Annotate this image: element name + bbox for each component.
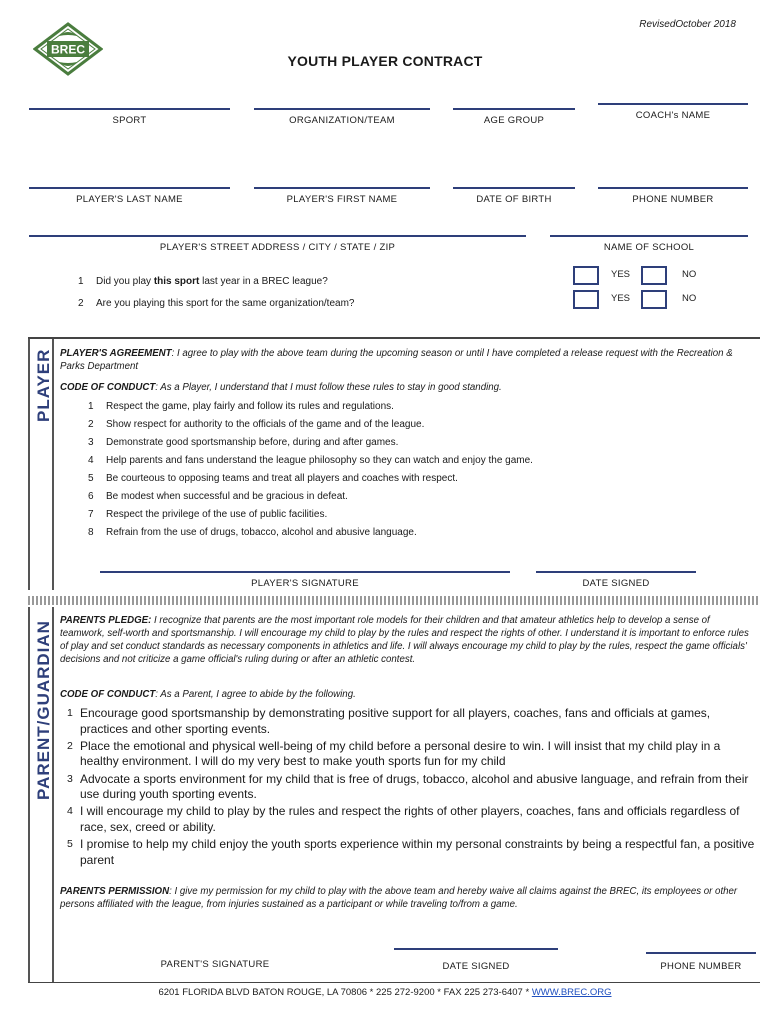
player-agreement: PLAYER'S AGREEMENT: I agree to play with the above team during the upcoming season or until I have completed a release request with the Recreation & Parks Department [60, 348, 733, 372]
section-divider [28, 337, 760, 339]
parents-permission: PARENTS PERMISSION: I give my permission for my child to play with the above team and hereby waive all claims against the BREC, its employees or other persons affiliated with the league, from injuries sustained as a participant or while traveling to/from a game. [60, 886, 738, 910]
player-side-label: PLAYER [34, 348, 53, 422]
q1-no-checkbox[interactable] [641, 266, 667, 285]
sport-field[interactable]: SPORT [29, 108, 230, 126]
coach-name-field[interactable]: COACH's NAME [598, 103, 748, 121]
age-group-field[interactable]: AGE GROUP [453, 108, 575, 126]
list-item: 4 I will encourage my child to play by the rules and respect the rights of other players, coaches, fans and officials regardless of race, sex, creed or ability. [67, 804, 740, 834]
organization-field[interactable]: ORGANIZATION/TEAM [254, 108, 430, 126]
parent-phone-number-field[interactable]: PHONE NUMBER [646, 952, 756, 972]
school-name-field[interactable]: NAME OF SCHOOL [550, 235, 748, 253]
q2-no-label: NO [682, 293, 697, 304]
list-item: 5 I promise to help my child enjoy the youth sports experience within my personal constraints by being a respectful fan, a positive parent [67, 837, 755, 867]
logo-text: BREC [50, 42, 86, 57]
player-signature-field[interactable]: PLAYER'S SIGNATURE [100, 571, 510, 589]
parent-side-label: PARENT/GUARDIAN [34, 620, 53, 800]
revision-date: RevisedOctober 2018 [639, 19, 736, 30]
list-item: 8 Refrain from the use of drugs, tobacco, alcohol and abusive language. [88, 527, 417, 538]
parent-rules-list [67, 706, 757, 870]
last-name-field[interactable]: PLAYER'S LAST NAME [29, 187, 230, 205]
parent-code-of-conduct: CODE OF CONDUCT: As a Parent, I agree to abide by the following. [60, 689, 356, 700]
address-field[interactable]: PLAYER'S STREET ADDRESS / CITY / STATE / ZIP [29, 235, 526, 253]
list-item: 2 Show respect for authority to the officials of the game and of the league. [88, 419, 425, 430]
website-link[interactable]: WWW.BREC.ORG [531, 987, 612, 998]
player-code-of-conduct: CODE OF CONDUCT: As a Player, I understand that I must follow these rules to stay in good standing. [60, 382, 502, 393]
player-rules-list [88, 401, 533, 545]
list-item: 6 Be modest when successful and be gracious in defeat. [88, 491, 348, 502]
phone-number-field[interactable]: PHONE NUMBER [598, 187, 748, 205]
list-item: 5 Be courteous to opposing teams and treat all players and coaches with respect. [88, 473, 458, 484]
list-item: 1 Respect the game, play fairly and follow its rules and regulations. [88, 401, 394, 412]
footer [0, 987, 770, 998]
q2-no-checkbox[interactable] [641, 290, 667, 309]
parent-signature-field[interactable]: PARENT'S SIGNATURE [160, 959, 270, 970]
date-of-birth-field[interactable]: DATE OF BIRTH [453, 187, 575, 205]
page-title: YOUTH PLAYER CONTRACT [287, 53, 483, 69]
q1-yes-checkbox[interactable] [573, 266, 599, 285]
list-item: 3 Advocate a sports environment for my child that is free of drugs, tobacco, alcohol and abusive language, and refrain from their use during youth sporting events. [67, 771, 749, 802]
parents-pledge: PARENTS PLEDGE: I recognize that parents are the most important role models for their children and that amateur athletics help to develop a sense of teamwork, self-worth and sportsmanship. I will encourage my child to play by the rules and respect the rights of other. I understand it is important to enforce rules of play and set conduct standards as necessary components in athletics and life. I will always encourage my child to play by the rules, respect the game officials' decisions and not criticize a game official's ruling during or after an athletic contest. [60, 615, 749, 665]
list-item: 3 Demonstrate good sportsmanship before, during and after games. [88, 437, 399, 448]
q1-yes-label: YES [611, 269, 631, 280]
footer-address: 6201 FLORIDA BLVD BATON ROUGE, LA 70806 * 225 272-9200 * FAX 225 273-6407 * [158, 987, 532, 998]
player-date-signed-field[interactable]: DATE SIGNED [536, 571, 696, 589]
question-2: 2 Are you playing this sport for the same organization/team? [78, 298, 355, 309]
parent-date-signed-field[interactable]: DATE SIGNED [394, 948, 558, 972]
section-divider-hatched [28, 596, 760, 605]
footer-divider [28, 982, 760, 983]
list-item: 2 Place the emotional and physical well-being of my child before a personal desire to win. I will insist that my child play in a healthy environment. I will do my very best to make youth sports fun for my child [67, 738, 721, 769]
question-1: 1 Did you play this sport last year in a BREC league? [78, 276, 328, 287]
list-item: 7 Respect the privilege of the use of public facilities. [88, 509, 328, 520]
q1-no-label: NO [682, 269, 697, 280]
q2-yes-checkbox[interactable] [573, 290, 599, 309]
list-item: 1 Encourage good sportsmanship by demonstrating positive support for all players, coaches, fans and officials at games, practices and other sporting events. [67, 706, 711, 736]
q2-yes-label: YES [611, 293, 631, 304]
list-item: 4 Help parents and fans understand the league philosophy so they can watch and enjoy the game. [88, 455, 533, 466]
first-name-field[interactable]: PLAYER'S FIRST NAME [254, 187, 430, 205]
